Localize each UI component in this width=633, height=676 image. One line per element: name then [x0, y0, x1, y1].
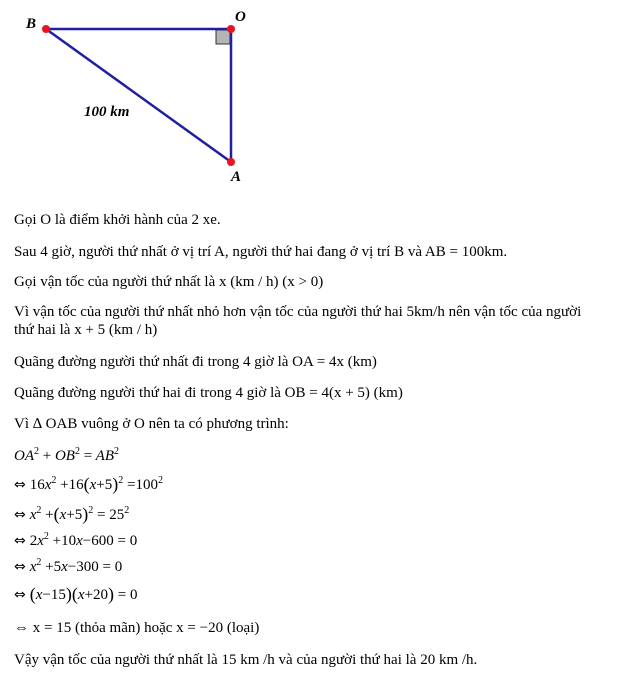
- text-line-7: Quãng đường người thứ hai đi trong 4 giờ là OB = 4(x + 5) (km): [14, 385, 403, 401]
- equation-1: $OA^2 + OB^2 = AB^2$: [14, 446, 119, 464]
- equation-4: ⇔ $2x^2 +10x-600 = 0$: [14, 531, 138, 549]
- label-b: B: [26, 16, 37, 32]
- label-a: A: [231, 169, 242, 185]
- segment-ba: [46, 29, 231, 162]
- text-line-5: thứ hai là x + 5 (km / h): [14, 322, 158, 338]
- triangle-figure: [0, 0, 633, 200]
- point-o: [227, 25, 235, 33]
- text-line-4: Vì vận tốc của người thứ nhất nhỏ hơn vận tốc của người thứ hai 5km/h nên vận tốc của người: [14, 304, 582, 320]
- label-o: O: [235, 9, 246, 25]
- text-line-6: Quãng đường người thứ nhất đi trong 4 giờ là OA = 4x (km): [14, 354, 377, 370]
- equation-3: ⇔ $x^2 +(x+5)^2 = 25^2$: [14, 504, 130, 524]
- conclusion-line: Vậy vận tốc của người thứ nhất là 15 km /h và của người thứ hai là 20 km /h.: [14, 652, 478, 668]
- point-b: [42, 25, 50, 33]
- segment-length-label: 100 km: [84, 104, 130, 120]
- point-a: [227, 158, 235, 166]
- equation-5: ⇔ $x^2 +5x-300 = 0$: [14, 557, 123, 575]
- right-angle-marker: [216, 30, 230, 44]
- text-line-1: Gọi O là điểm khởi hành của 2 xe.: [14, 212, 221, 228]
- text-line-8: Vì ∆ OAB vuông ở O nên ta có phương trình:: [14, 416, 289, 432]
- equation-6: ⇔ (x−15)(x+20) = 0: [14, 584, 138, 604]
- text-line-2: Sau 4 giờ, người thứ nhất ở vị trí A, người thứ hai đang ở vị trí B và AB = 100km.: [14, 244, 508, 260]
- result-line: ⇔ x = 15 (thỏa mãn) hoặc x = −20 (loại): [14, 620, 260, 636]
- text-line-3: Gọi vận tốc của người thứ nhất là x (km / h) (x > 0): [14, 274, 324, 290]
- equation-2: ⇔ $16x^2 +16(x+5)^2 =100^2$: [14, 474, 163, 494]
